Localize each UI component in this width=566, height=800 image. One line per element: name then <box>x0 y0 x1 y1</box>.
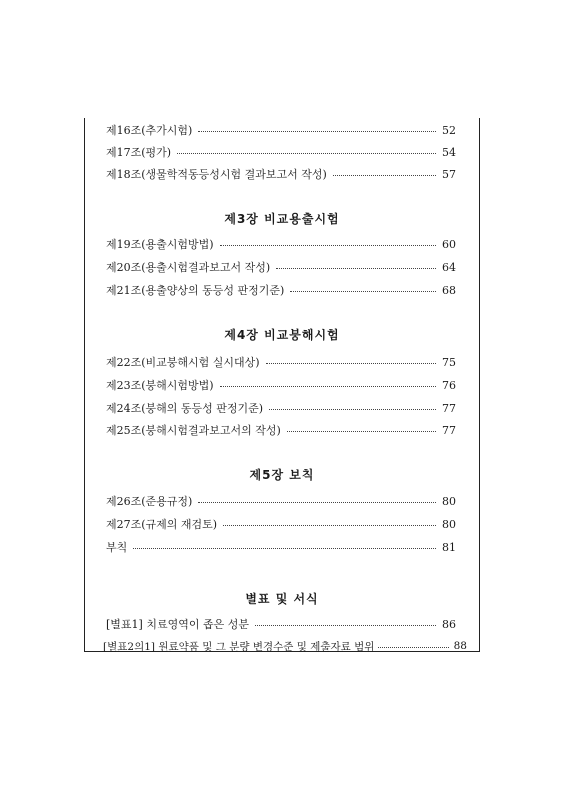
toc-entry-page: 60 <box>442 237 456 251</box>
toc-entry-page: 80 <box>442 517 456 531</box>
toc-entry-article19[interactable] <box>106 236 456 252</box>
toc-entry-label: 제23조(붕해시험방법) <box>106 379 214 392</box>
toc-entry-label: 제27조(규제의 재검토) <box>106 518 218 531</box>
toc-entry-label: 제21조(용출양상의 동등성 판정기준) <box>106 284 285 297</box>
toc-entry-article17[interactable] <box>106 144 456 160</box>
toc-entry-label: 제25조(붕해시험결과보고서의 작성) <box>106 424 281 437</box>
toc-entry-page: 86 <box>442 617 456 631</box>
toc-entry-article18[interactable] <box>106 166 456 182</box>
dot-leader <box>378 647 449 648</box>
toc-entry-addenda[interactable] <box>106 539 456 555</box>
chapter3-heading: 제3장 비교용출시험 <box>224 212 340 226</box>
toc-entry-label: 부칙 <box>106 541 128 554</box>
toc-entry-article25[interactable] <box>106 422 456 438</box>
toc-entry-table2-1[interactable] <box>103 638 467 654</box>
toc-entry-article20[interactable] <box>106 259 456 275</box>
toc-entry-label: 제17조(평가) <box>106 146 172 159</box>
toc-entry-page: 52 <box>442 123 456 137</box>
toc-entry-label: [별표1] 치료영역이 좁은 성분 <box>106 618 249 631</box>
toc-entry-label: 제26조(준용규정) <box>106 495 193 508</box>
toc-entry-page: 64 <box>442 260 456 274</box>
toc-entry-page: 57 <box>442 167 456 181</box>
toc-entry-label: 제22조(비교붕해시험 실시대상) <box>106 356 260 369</box>
toc-entry-article23[interactable] <box>106 377 456 393</box>
dot-leader <box>269 409 436 410</box>
dot-leader <box>255 625 436 626</box>
dot-leader <box>177 153 436 154</box>
toc-entry-label: 제18조(생물학적동등성시험 결과보고서 작성) <box>106 168 327 181</box>
toc-entry-page: 80 <box>442 494 456 508</box>
chapter5-heading: 제5장 보칙 <box>249 468 315 482</box>
dot-leader <box>287 431 436 432</box>
toc-entry-table1[interactable] <box>106 616 456 632</box>
chapter4-heading: 제4장 비교붕해시험 <box>224 328 340 342</box>
dot-leader <box>220 245 436 246</box>
toc-entry-label: [별표2의1] 원료약품 및 그 분량 변경수준 및 제출자료 범위 <box>103 640 375 653</box>
toc-entry-page: 88 <box>453 640 467 652</box>
toc-entry-article21[interactable] <box>106 282 456 298</box>
dot-leader <box>133 548 436 549</box>
toc-entry-page: 75 <box>442 355 456 369</box>
dot-leader <box>198 502 436 503</box>
toc-entry-page: 77 <box>442 401 456 415</box>
dot-leader <box>198 131 436 132</box>
dot-leader <box>220 386 436 387</box>
toc-entry-article26[interactable] <box>106 493 456 509</box>
toc-entry-page: 81 <box>442 540 456 554</box>
toc-entry-label: 제20조(용출시험결과보고서 작성) <box>106 261 271 274</box>
toc-entry-label: 제24조(붕해의 동등성 판정기준) <box>106 402 264 415</box>
toc-entry-article22[interactable] <box>106 354 456 370</box>
toc-entry-page: 76 <box>442 378 456 392</box>
dot-leader <box>290 291 436 292</box>
dot-leader <box>266 363 436 364</box>
appendix-heading: 별표 및 서식 <box>245 592 319 606</box>
dot-leader <box>223 525 436 526</box>
toc-entry-page: 77 <box>442 423 456 437</box>
toc-entry-article27[interactable] <box>106 516 456 532</box>
toc-entry-label: 제19조(용출시험방법) <box>106 238 214 251</box>
toc-entry-page: 54 <box>442 145 456 159</box>
dot-leader <box>276 268 436 269</box>
toc-frame <box>84 118 480 652</box>
toc-entry-article16[interactable] <box>106 122 456 138</box>
dot-leader <box>333 175 436 176</box>
toc-entry-label: 제16조(추가시험) <box>106 124 193 137</box>
toc-entry-article24[interactable] <box>106 400 456 416</box>
toc-entry-page: 68 <box>442 283 456 297</box>
